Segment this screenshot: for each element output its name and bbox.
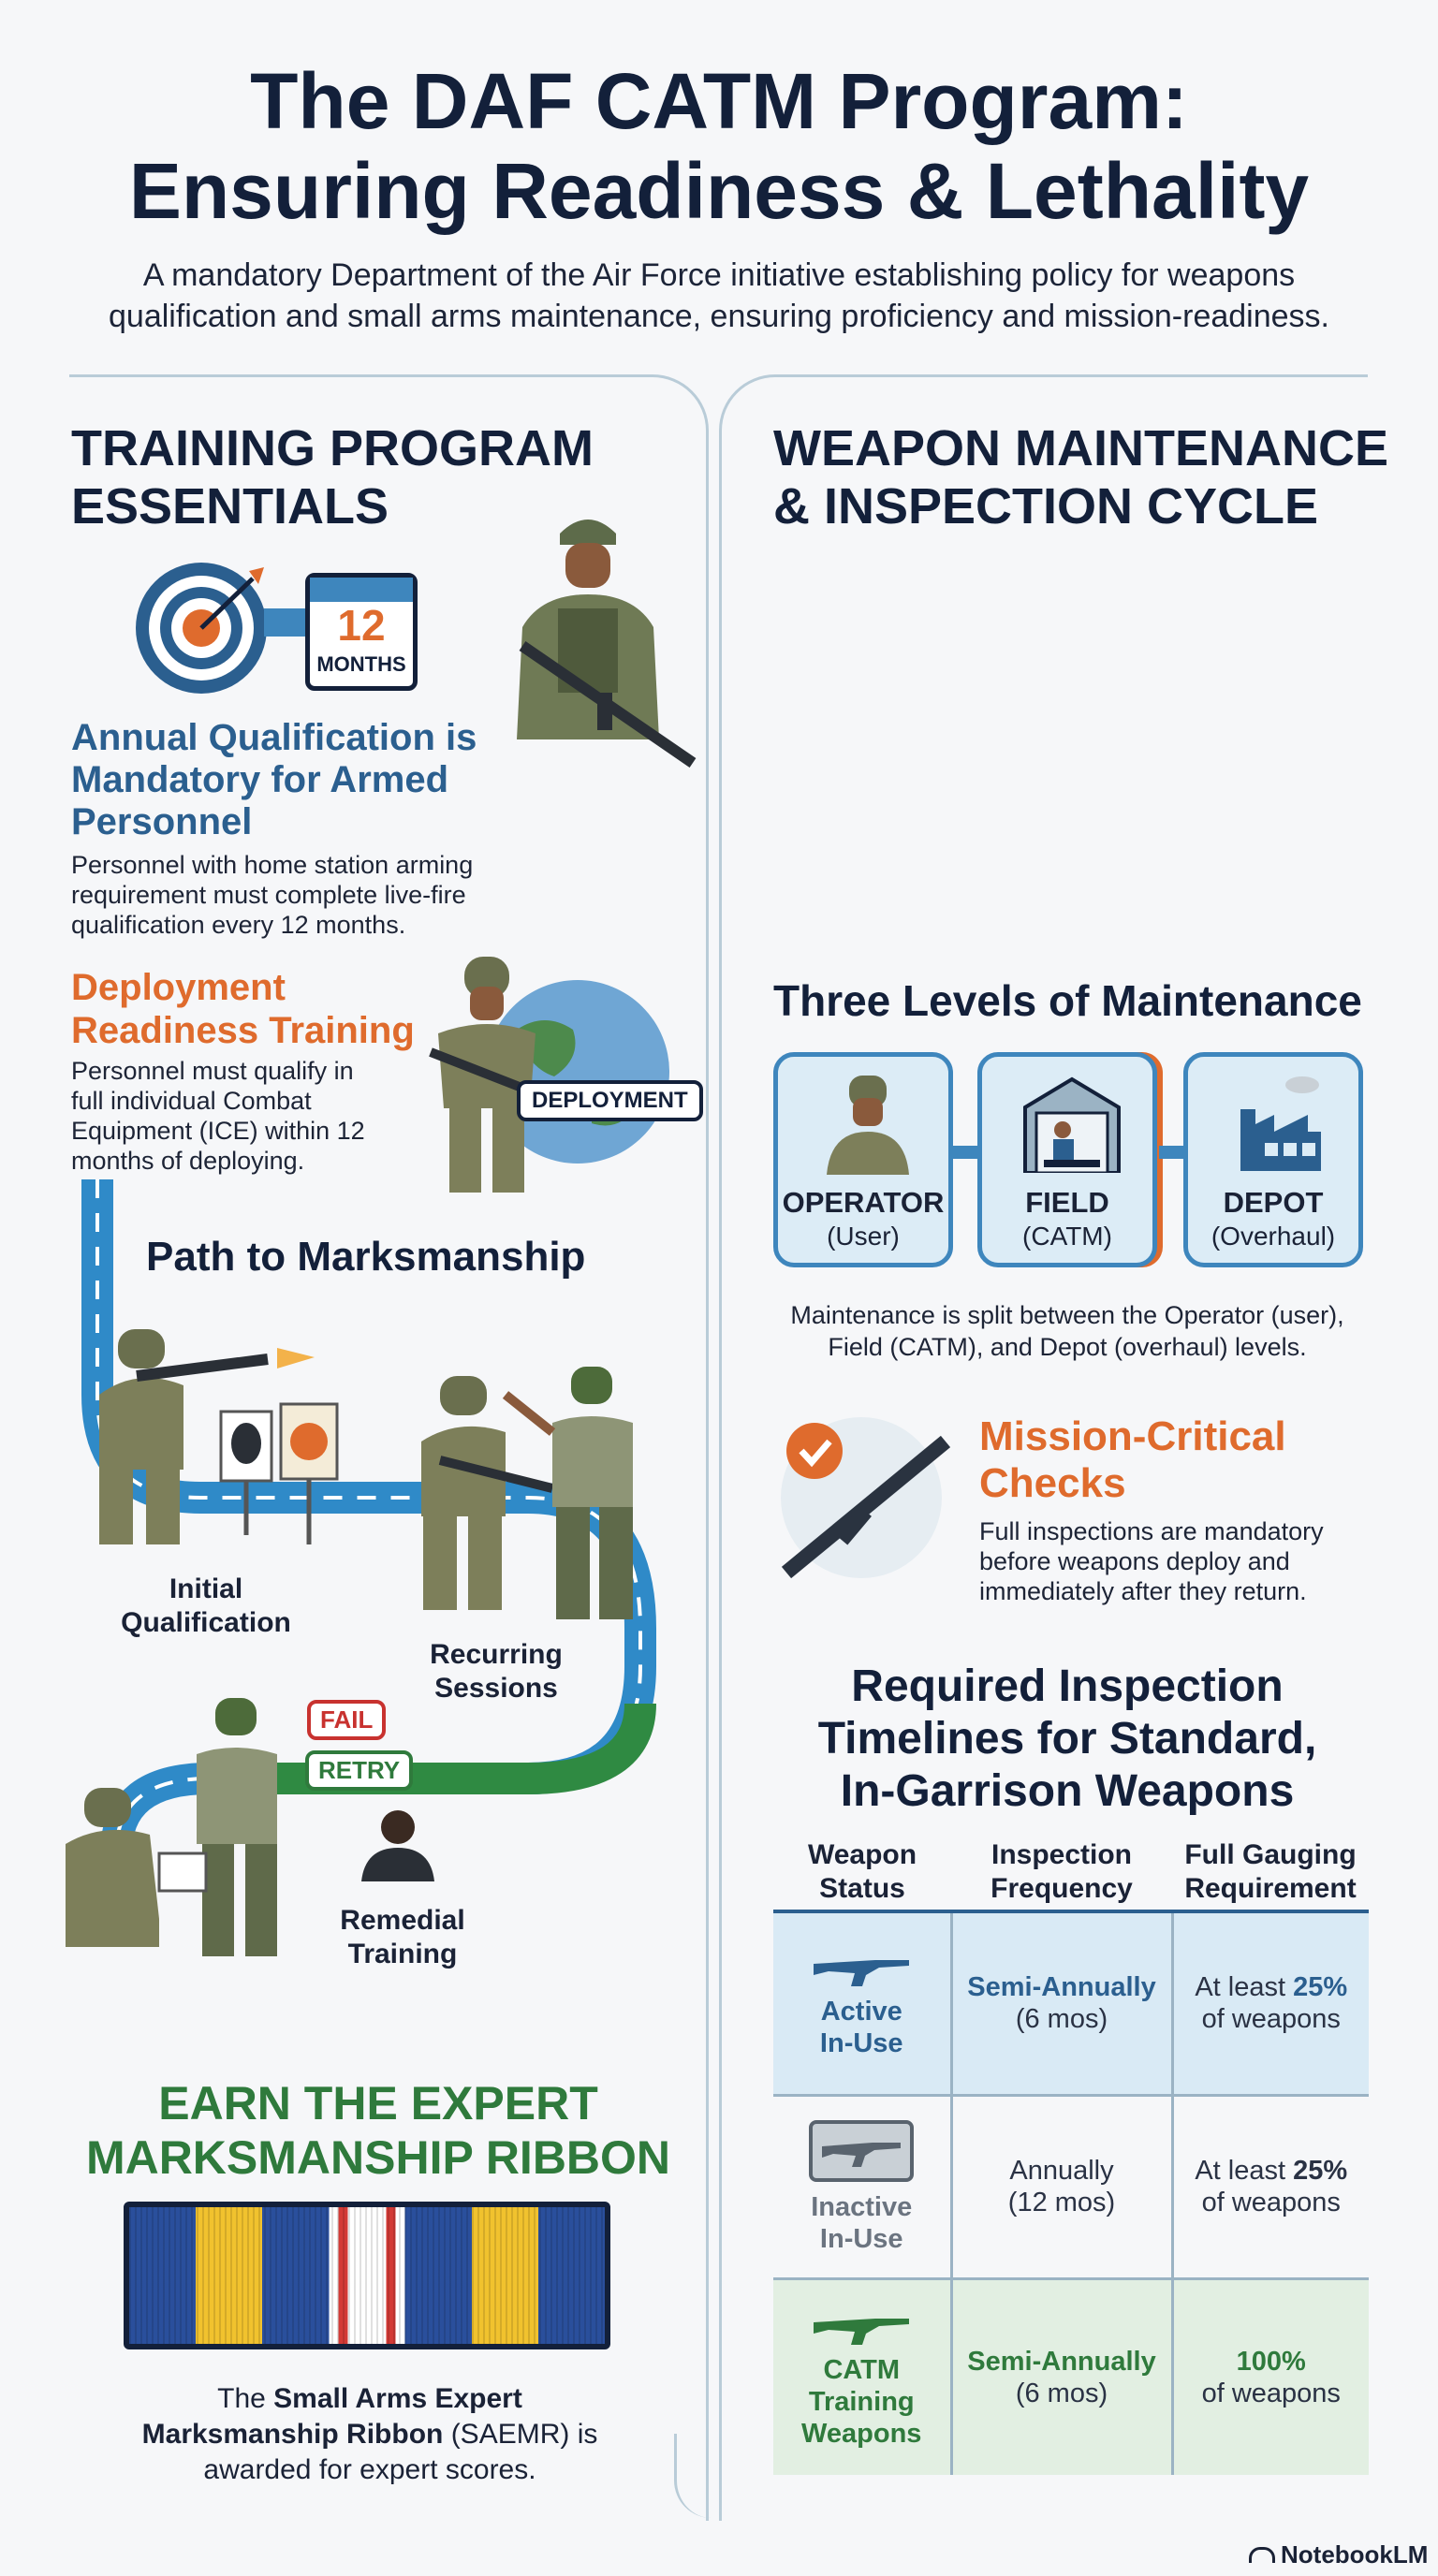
calendar-label: MONTHS xyxy=(316,652,406,676)
trainee-bust-icon xyxy=(356,1807,440,1881)
expert-ribbon-text: The Small Arms Expert Marksmanship Ribbon (SAEMR) is awarded for expert scores. xyxy=(141,2383,598,2485)
table-header-row xyxy=(773,1835,1369,1911)
step-remedial-training-label: Remedial Training xyxy=(340,1905,465,1969)
inspection-timelines-table xyxy=(773,1835,1369,2475)
weapon-status-cell: Active In-Use xyxy=(773,1911,951,2095)
title-line-1: The DAF CATM Program: xyxy=(250,57,1188,145)
inspection-timelines-title: Required Inspection Timelines for Standard, In-Garrison Weapons xyxy=(817,1661,1317,1816)
weapon-status-cell: CATM Training Weapons xyxy=(773,2278,951,2475)
column-divider-bottom xyxy=(674,2434,733,2518)
level-card-field xyxy=(977,1052,1157,1267)
column-header: Full Gauging Requirement xyxy=(1184,1839,1357,1904)
deployment-readiness-title: Deployment Readiness Training xyxy=(71,967,415,1051)
field-workshop-icon xyxy=(1016,1070,1128,1173)
target-connector xyxy=(264,608,311,637)
level-name: DEPOT xyxy=(1223,1186,1324,1219)
page-subtitle: A mandatory Department of the Air Force initiative establishing policy for weapons qualification and small arms maintenance, ensuring proficiency and mission-readiness. xyxy=(109,257,1329,334)
path-to-marksmanship-title: Path to Marksmanship xyxy=(146,1234,586,1280)
level-name: OPERATOR xyxy=(782,1186,945,1219)
fail-badge: FAIL xyxy=(307,1700,386,1740)
retry-badge: RETRY xyxy=(305,1750,413,1791)
table-row xyxy=(773,2278,1369,2475)
frequency-cell: Semi-Annually (6 mos) xyxy=(951,1911,1172,2095)
weapon-status-cell: Inactive In-Use xyxy=(773,2095,951,2278)
title-line-2: Ensuring Readiness & Lethality xyxy=(128,147,1310,235)
remedial-training-illustration xyxy=(56,1694,309,1966)
gauging-cell: 100% of weapons xyxy=(1172,2278,1369,2475)
level-sub: (CATM) xyxy=(1022,1222,1112,1251)
level-name: FIELD xyxy=(1025,1186,1109,1219)
table-row xyxy=(773,1911,1369,2095)
annual-qualification-title: Annual Qualification is Mandatory for Armed Personnel xyxy=(71,717,477,842)
inactive-rifle-case-icon xyxy=(807,2118,916,2184)
level-sub: (User) xyxy=(827,1222,900,1251)
deployment-tag: DEPLOYMENT xyxy=(517,1080,703,1121)
deployed-soldier-illustration xyxy=(421,949,552,1202)
calendar-number: 12 xyxy=(337,601,386,650)
table-row xyxy=(773,2095,1369,2278)
training-essentials-heading: TRAINING PROGRAM ESSENTIALS xyxy=(71,420,594,534)
mission-critical-checks-text: Full inspections are mandatory before weapons deploy and immediately after they return. xyxy=(979,1517,1324,1605)
calendar-icon xyxy=(305,573,418,691)
frequency-cell: Annually (12 mos) xyxy=(951,2095,1172,2278)
shooting-soldier-illustration xyxy=(81,1310,361,1563)
active-rifle-icon xyxy=(810,1947,913,1988)
notebooklm-brand: NotebookLM xyxy=(1249,2540,1428,2569)
levels-caption: Maintenance is split between the Operator (user), Field (CATM), and Depot (overhaul) levels. xyxy=(790,1301,1344,1361)
gauging-cell: At least 25% of weapons xyxy=(1172,1911,1369,2095)
step-recurring-sessions-label: Recurring Sessions xyxy=(430,1639,563,1704)
depot-factory-icon xyxy=(1227,1072,1330,1175)
level-connector-1 xyxy=(953,1146,979,1159)
level-card-operator xyxy=(773,1052,953,1267)
mission-critical-checks-title: Mission-Critical Checks xyxy=(979,1413,1286,1506)
target-icon xyxy=(131,558,271,698)
column-header: Weapon Status xyxy=(807,1839,917,1904)
maintenance-inspection-heading: WEAPON MAINTENANCE & INSPECTION CYCLE xyxy=(773,420,1388,534)
level-sub: (Overhaul) xyxy=(1211,1222,1336,1251)
expert-marksmanship-ribbon xyxy=(124,2202,610,2349)
frequency-cell: Semi-Annually (6 mos) xyxy=(951,2278,1172,2475)
soldier-with-rifle-illustration xyxy=(485,505,700,768)
expert-ribbon-heading: EARN THE EXPERT MARKSMANSHIP RIBBON xyxy=(85,2077,671,2184)
level-card-depot xyxy=(1183,1052,1363,1267)
instructor-and-soldier-illustration xyxy=(412,1357,655,1629)
three-levels-title: Three Levels of Maintenance xyxy=(773,976,1362,1025)
gauging-cell: At least 25% of weapons xyxy=(1172,2095,1369,2278)
notebooklm-logo-icon xyxy=(1249,2547,1275,2563)
level-connector-2 xyxy=(1159,1146,1185,1159)
rifle-check-icon xyxy=(768,1404,964,1601)
operator-soldier-icon xyxy=(821,1072,915,1175)
deployment-readiness-text: Personnel must qualify in full individual Combat Equipment (ICE) within 12 months of deploying. xyxy=(71,1057,365,1175)
page-title xyxy=(0,56,1438,236)
annual-qualification-text: Personnel with home station arming requirement must complete live-fire qualification every 12 months. xyxy=(71,851,474,939)
column-header: Inspection Frequency xyxy=(990,1839,1133,1904)
training-rifle-icon xyxy=(810,2305,913,2347)
step-initial-qualification-label: Initial Qualification xyxy=(121,1573,291,1638)
